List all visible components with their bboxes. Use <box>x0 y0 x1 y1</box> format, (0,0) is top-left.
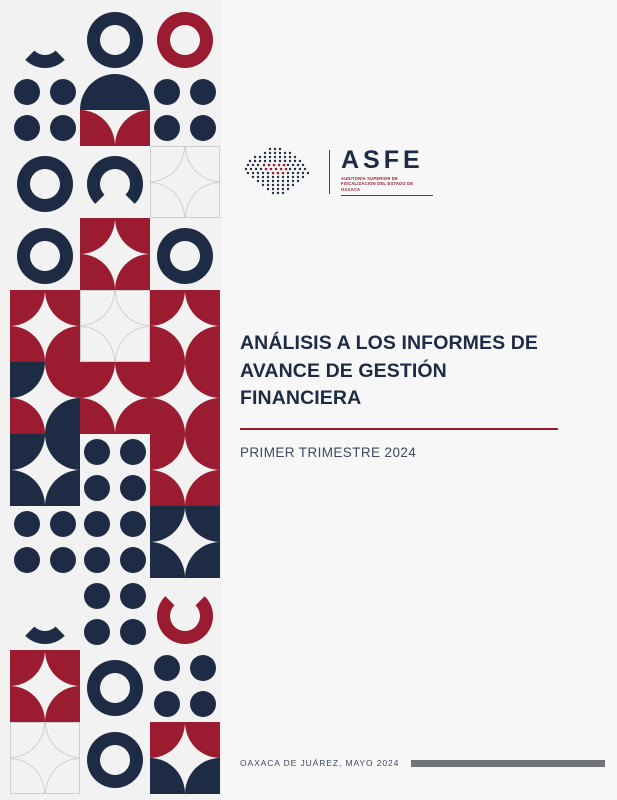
dot-icon <box>84 475 110 501</box>
pattern-tile <box>80 2 150 74</box>
petal-icon <box>150 434 185 470</box>
logo-text-block <box>341 145 433 197</box>
pattern-tile <box>150 434 220 506</box>
hourglass-icon <box>87 732 143 788</box>
dot-icon <box>120 547 146 573</box>
petal-icon <box>150 470 185 506</box>
pattern-tile <box>80 146 150 218</box>
pattern-tile <box>10 578 80 650</box>
dot-icon <box>190 115 216 141</box>
pattern-tile <box>80 290 150 362</box>
petal-icon <box>185 290 220 326</box>
pattern-tile <box>10 506 80 578</box>
dot-icon <box>50 511 76 537</box>
petal-outline-icon <box>115 326 150 362</box>
pattern-tile <box>10 2 80 74</box>
dot-icon <box>50 115 76 141</box>
dot-icon <box>120 475 146 501</box>
hourglass-icon <box>17 228 73 284</box>
document-subtitle: PRIMER TRIMESTRE 2024 <box>240 445 417 460</box>
dot-icon <box>50 547 76 573</box>
pattern-tile <box>10 290 80 362</box>
petal-icon <box>115 74 150 110</box>
pattern-tile <box>80 722 150 794</box>
dot-icon <box>84 511 110 537</box>
hourglass-icon <box>157 12 213 68</box>
pattern-grid <box>10 2 222 800</box>
arch-icon <box>87 156 143 212</box>
petal-icon <box>45 398 80 434</box>
pattern-tile <box>150 650 220 722</box>
dot-icon <box>154 79 180 105</box>
petal-outline-icon <box>185 146 220 182</box>
hourglass-icon <box>87 660 143 716</box>
dot-icon <box>84 439 110 465</box>
pattern-tile <box>80 794 150 800</box>
petal-icon <box>45 686 80 722</box>
petal-icon <box>80 74 115 110</box>
petal-icon <box>10 326 45 362</box>
petal-icon <box>150 326 185 362</box>
dot-icon <box>84 547 110 573</box>
hourglass-icon <box>157 228 213 284</box>
petal-icon <box>115 254 150 290</box>
petal-icon <box>185 434 220 470</box>
dot-icon <box>84 583 110 609</box>
pattern-tile <box>10 218 80 290</box>
pattern-tile <box>10 722 80 794</box>
petal-outline-icon <box>150 146 185 182</box>
dot-map-svg <box>240 146 318 198</box>
pattern-tile <box>150 146 220 218</box>
pattern-tile <box>80 218 150 290</box>
pattern-tile <box>80 74 150 146</box>
petal-outline-icon <box>115 290 150 326</box>
dot-icon <box>154 115 180 141</box>
petal-icon <box>150 398 185 434</box>
petal-icon <box>185 542 220 578</box>
pattern-tile <box>10 434 80 506</box>
petal-outline-icon <box>150 182 185 218</box>
dot-icon <box>190 655 216 681</box>
dot-icon <box>154 691 180 717</box>
dot-icon <box>84 619 110 645</box>
arch-icon <box>17 588 73 644</box>
petal-outline-icon <box>10 758 45 794</box>
petal-icon <box>45 470 80 506</box>
petal-icon <box>185 326 220 362</box>
petal-icon <box>150 362 185 398</box>
petal-icon <box>10 362 45 398</box>
petal-icon <box>150 758 185 794</box>
arch-icon <box>157 588 213 644</box>
petal-icon <box>10 290 45 326</box>
logo-divider <box>329 150 330 194</box>
pattern-tile <box>80 650 150 722</box>
hourglass-icon <box>87 12 143 68</box>
pattern-tile <box>150 722 220 794</box>
petal-icon <box>115 110 150 146</box>
petal-outline-icon <box>185 182 220 218</box>
petal-icon <box>185 506 220 542</box>
pattern-tile <box>150 362 220 434</box>
dot-icon <box>14 511 40 537</box>
petal-icon <box>45 650 80 686</box>
petal-icon <box>150 290 185 326</box>
dot-icon <box>14 115 40 141</box>
petal-icon <box>185 722 220 758</box>
petal-icon <box>10 398 45 434</box>
petal-icon <box>80 110 115 146</box>
pattern-tile <box>80 506 150 578</box>
document-title: ANÁLISIS A LOS INFORMES DE AVANCE DE GESTIÓN FINANCIERA <box>240 332 539 410</box>
petal-icon <box>115 398 150 434</box>
petal-outline-icon <box>45 758 80 794</box>
petal-icon <box>10 470 45 506</box>
petal-icon <box>80 254 115 290</box>
petal-icon <box>115 218 150 254</box>
geometric-pattern-band <box>0 0 222 800</box>
pattern-tile <box>150 218 220 290</box>
dot-icon <box>120 619 146 645</box>
dot-icon <box>190 691 216 717</box>
petal-outline-icon <box>10 722 45 758</box>
asfe-dot-map-logo-icon <box>240 146 318 198</box>
dot-icon <box>14 547 40 573</box>
petal-icon <box>10 434 45 470</box>
dot-icon <box>120 511 146 537</box>
petal-outline-icon <box>45 722 80 758</box>
footer-bar <box>411 760 605 767</box>
pattern-tile <box>80 578 150 650</box>
petal-icon <box>80 362 115 398</box>
petal-icon <box>45 326 80 362</box>
petal-icon <box>185 362 220 398</box>
pattern-tile <box>150 74 220 146</box>
pattern-tile <box>10 650 80 722</box>
petal-icon <box>45 434 80 470</box>
hourglass-icon <box>17 156 73 212</box>
petal-icon <box>115 362 150 398</box>
pattern-tile <box>10 794 80 800</box>
cover-footer <box>240 758 605 768</box>
logo-institution-name: AUDITORÍA SUPERIOR DE FISCALIZACIÓN DEL ESTADO DE OAXACA <box>341 175 414 192</box>
logo-acronym: ASFE <box>341 145 424 174</box>
petal-icon <box>150 722 185 758</box>
dot-icon <box>190 79 216 105</box>
dot-icon <box>50 79 76 105</box>
dot-icon <box>14 79 40 105</box>
pattern-tile <box>80 434 150 506</box>
petal-icon <box>45 290 80 326</box>
footer-place-date: OAXACA DE JUÁREZ, MAYO 2024 <box>240 758 400 768</box>
petal-icon <box>80 398 115 434</box>
arch-icon <box>17 12 73 68</box>
pattern-tile <box>150 578 220 650</box>
petal-outline-icon <box>80 326 115 362</box>
petal-icon <box>10 650 45 686</box>
petal-icon <box>150 542 185 578</box>
petal-icon <box>185 758 220 794</box>
dot-icon <box>120 583 146 609</box>
petal-icon <box>150 506 185 542</box>
pattern-tile <box>10 146 80 218</box>
logo-underline <box>341 195 433 196</box>
pattern-tile <box>80 362 150 434</box>
petal-icon <box>185 470 220 506</box>
title-rule <box>240 428 558 430</box>
pattern-tile <box>150 290 220 362</box>
petal-icon <box>45 362 80 398</box>
dot-icon <box>120 439 146 465</box>
asfe-logo <box>240 146 433 198</box>
petal-outline-icon <box>80 290 115 326</box>
pattern-tile <box>10 362 80 434</box>
pattern-tile <box>150 2 220 74</box>
petal-icon <box>185 398 220 434</box>
pattern-tile <box>150 506 220 578</box>
dot-icon <box>154 655 180 681</box>
pattern-tile <box>150 794 220 800</box>
petal-icon <box>10 686 45 722</box>
petal-icon <box>80 218 115 254</box>
cover-content <box>222 0 617 800</box>
pattern-tile <box>10 74 80 146</box>
